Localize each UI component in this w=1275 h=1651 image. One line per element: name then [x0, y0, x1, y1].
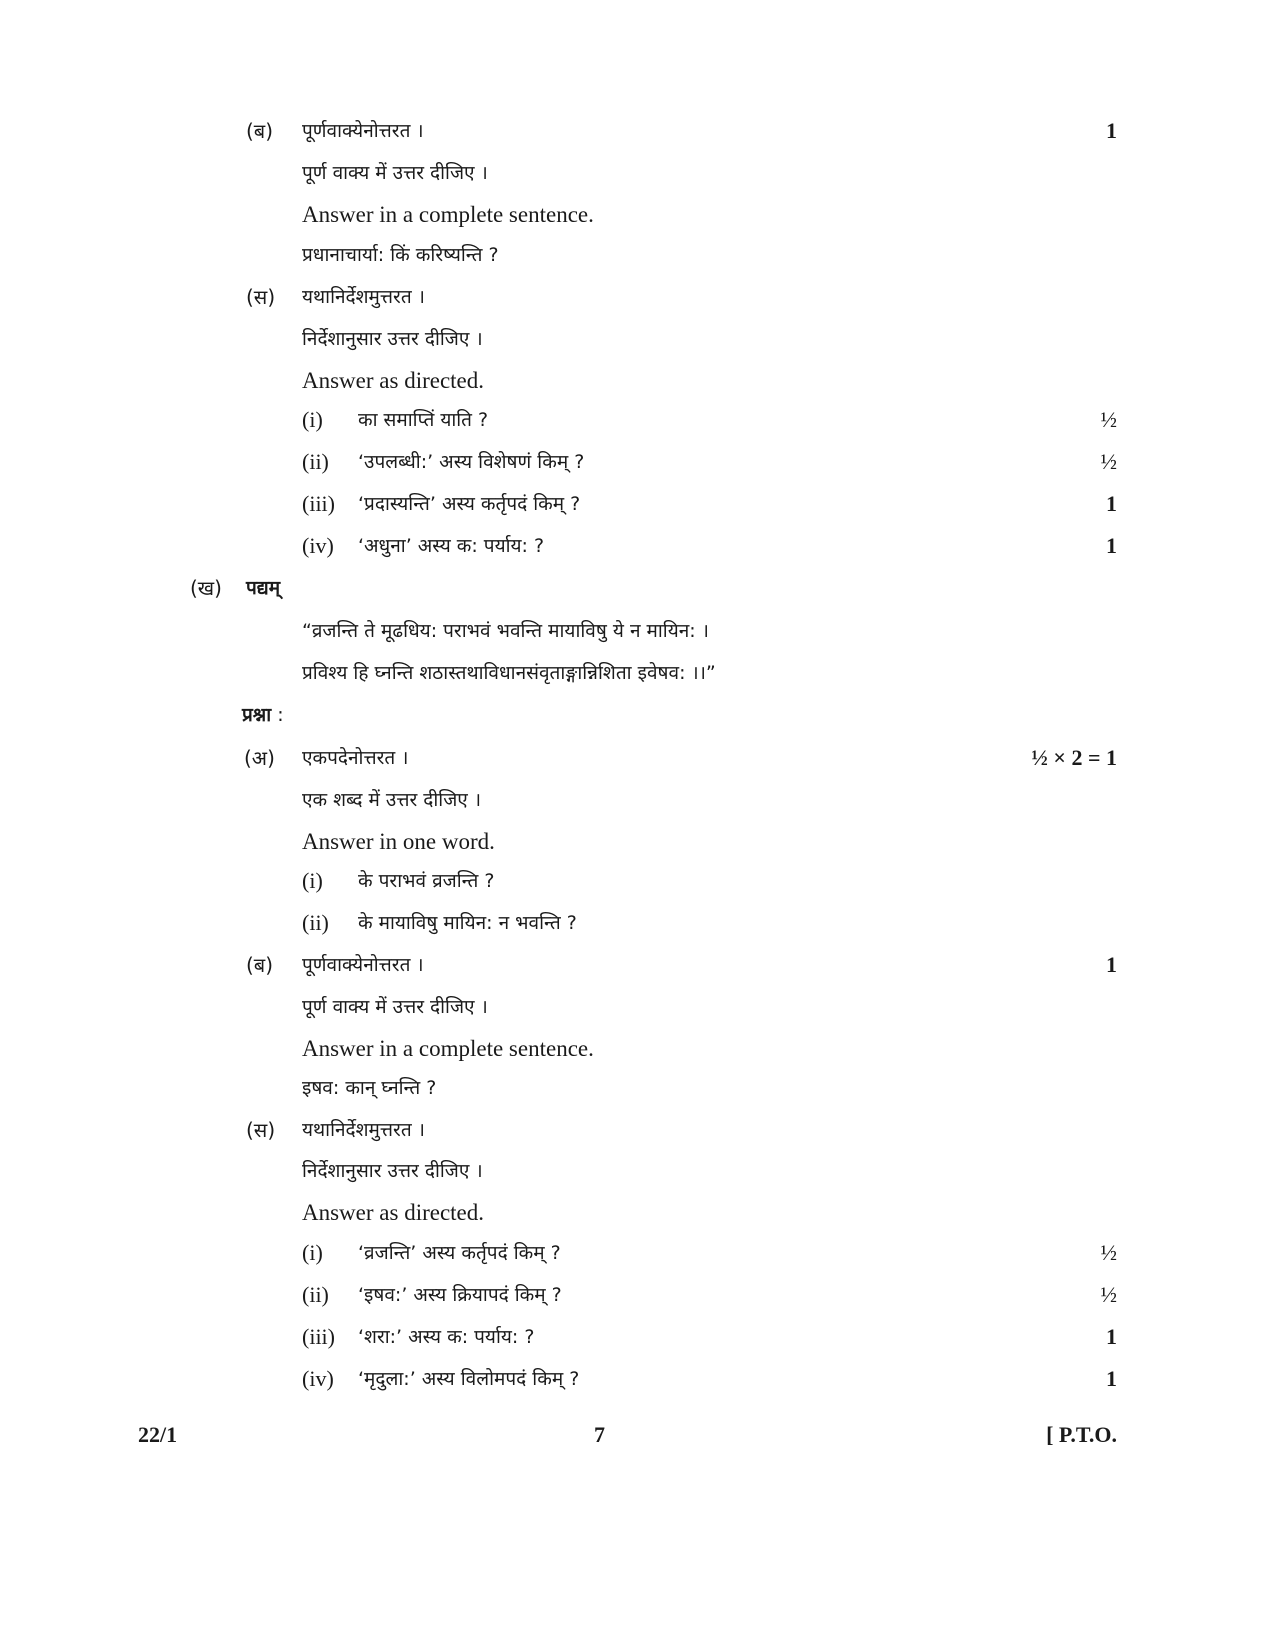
questions-heading: [242, 700, 284, 730]
instruction-hindi: निर्देशानुसार उत्तर दीजिए ।: [302, 328, 483, 350]
instruction-hindi: पूर्ण वाक्य में उत्तर दीजिए ।: [302, 996, 488, 1018]
marks: ½: [1100, 449, 1117, 474]
instruction-hindi: पूर्ण वाक्य में उत्तर दीजिए ।: [302, 162, 488, 184]
sub-question-number: (ii): [302, 449, 329, 474]
sub-question-number: (ii): [302, 1282, 329, 1307]
sub-question-number: (iv): [302, 533, 334, 558]
instruction-hindi: एक शब्द में उत्तर दीजिए ।: [302, 789, 482, 811]
sub-question-text: के मायाविषु मायिन: न भवन्ति ?: [358, 912, 577, 934]
questions-heading-colon: :: [277, 704, 284, 726]
marks: ½: [1100, 1282, 1117, 1307]
sub-question-text: ‘व्रजन्ति’ अस्य कर्तृपदं किम् ?: [358, 1242, 561, 1264]
sub-question-text: के पराभवं व्रजन्ति ?: [358, 870, 495, 892]
question-label: (स): [246, 1118, 276, 1142]
marks: ½ × 2 = 1: [1031, 745, 1117, 770]
instruction-english: Answer in one word.: [302, 829, 495, 854]
questions-heading-label: प्रश्ना: [242, 704, 272, 726]
instruction-hindi: निर्देशानुसार उत्तर दीजिए ।: [302, 1160, 483, 1182]
instruction-english: Answer as directed.: [302, 1200, 485, 1225]
marks: 1: [1106, 1366, 1117, 1391]
sub-question-number: (iii): [302, 1324, 335, 1349]
marks: 1: [1106, 952, 1117, 977]
marks: 1: [1106, 118, 1117, 143]
sub-question-text: का समाप्तिं याति ?: [358, 409, 489, 431]
pto-note: [ P.T.O.: [1046, 1422, 1117, 1447]
verse-line: प्रविश्य हि घ्नन्ति शठास्तथाविधानसंवृताङ्गान्निशिता इवेषव: ।।”: [302, 662, 716, 684]
sub-question-number: (iii): [302, 491, 335, 516]
section-label: (ख): [190, 576, 222, 600]
instruction-english: Answer as directed.: [302, 368, 485, 393]
question-label: (अ): [244, 746, 275, 770]
page-number: 7: [594, 1422, 605, 1447]
paper-code: 22/1: [138, 1422, 178, 1447]
marks: 1: [1106, 491, 1117, 516]
section-title: पद्यम्: [246, 577, 281, 599]
instruction-english: Answer in a complete sentence.: [302, 202, 594, 227]
question-text: प्रधानाचार्या: किं करिष्यन्ति ?: [302, 244, 499, 266]
sub-question-text: ‘प्रदास्यन्ति’ अस्य कर्तृपदं किम् ?: [358, 493, 581, 515]
question-label: (ब): [246, 119, 274, 143]
sub-question-text: ‘शरा:’ अस्य क: पर्याय: ?: [358, 1326, 535, 1348]
instruction-sanskrit: एकपदेनोत्तरत ।: [302, 747, 409, 769]
sub-question-number: (i): [302, 1240, 323, 1265]
instruction-sanskrit: यथानिर्देशमुत्तरत ।: [302, 1119, 425, 1141]
sub-question-text: ‘मृदुला:’ अस्य विलोमपदं किम् ?: [358, 1368, 580, 1390]
sub-question-text: ‘इषव:’ अस्य क्रियापदं किम् ?: [358, 1284, 562, 1306]
marks: 1: [1106, 1324, 1117, 1349]
marks: 1: [1106, 533, 1117, 558]
instruction-sanskrit: पूर्णवाक्येनोत्तरत ।: [302, 954, 424, 976]
instruction-sanskrit: यथानिर्देशमुत्तरत ।: [302, 286, 425, 308]
sub-question-number: (i): [302, 868, 323, 893]
question-text: इषव: कान् घ्नन्ति ?: [302, 1077, 437, 1099]
sub-question-number: (iv): [302, 1366, 334, 1391]
sub-question-text: ‘उपलब्धी:’ अस्य विशेषणं किम् ?: [358, 451, 585, 473]
marks: ½: [1100, 1240, 1117, 1265]
sub-question-text: ‘अधुना’ अस्य क: पर्याय: ?: [358, 535, 545, 557]
marks: ½: [1100, 407, 1117, 432]
sub-question-number: (ii): [302, 910, 329, 935]
question-label: (ब): [246, 953, 274, 977]
verse-line: “व्रजन्ति ते मूढधिय: पराभवं भवन्ति मायाविषु ये न मायिन: ।: [302, 620, 709, 642]
question-label: (स): [246, 285, 276, 309]
instruction-sanskrit: पूर्णवाक्येनोत्तरत ।: [302, 120, 424, 142]
sub-question-number: (i): [302, 407, 323, 432]
instruction-english: Answer in a complete sentence.: [302, 1036, 594, 1061]
